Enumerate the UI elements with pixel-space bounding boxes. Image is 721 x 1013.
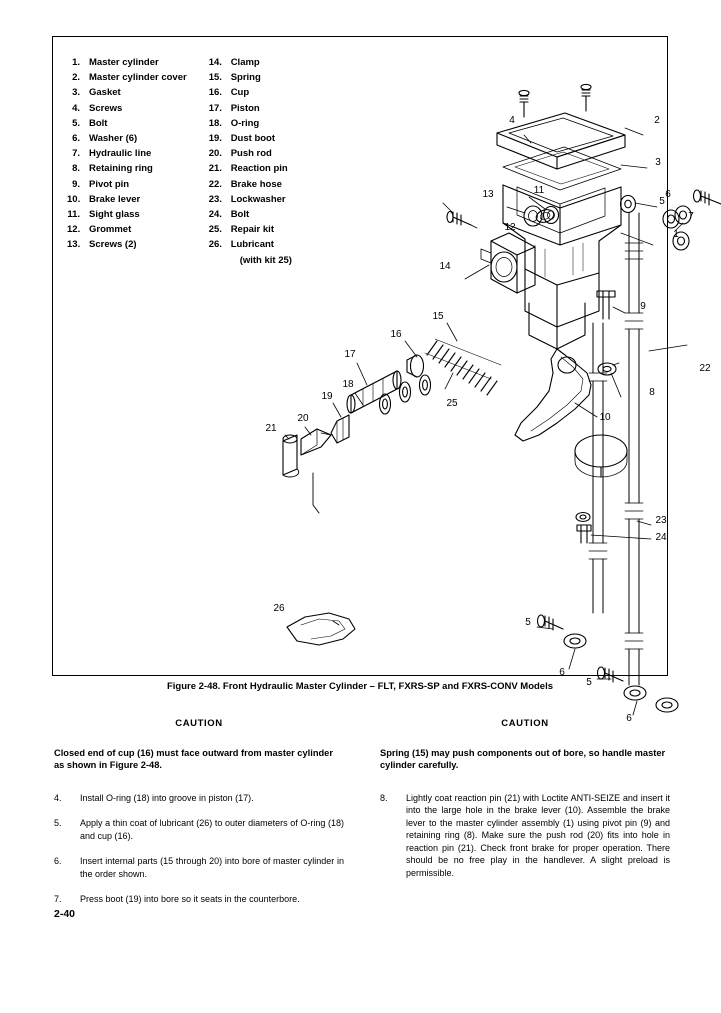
legend-label: Bolt [230, 209, 250, 221]
svg-text:9: 9 [640, 301, 646, 312]
legend-label: Dust boot [230, 133, 276, 145]
svg-text:21: 21 [265, 423, 277, 434]
svg-text:6: 6 [665, 189, 671, 200]
legend-label: Piston [230, 102, 260, 114]
legend-number: 10. [67, 193, 81, 205]
legend-number: 24. [208, 209, 222, 221]
step-text: Press boot (19) into bore so it seats in the counterbore. [80, 894, 300, 904]
svg-text:5: 5 [659, 196, 665, 207]
legend-number: 13. [67, 239, 81, 251]
legend-number: 21. [208, 163, 222, 175]
step-number: 4. [54, 792, 62, 803]
legend-sublabel: (with kit 25) [239, 254, 292, 266]
legend-label: Screws [89, 102, 123, 114]
legend-number: 18. [208, 117, 222, 129]
legend-label: Reaction pin [230, 163, 288, 175]
svg-text:17: 17 [344, 349, 356, 360]
legend-number: 19. [208, 133, 222, 145]
legend-item [67, 55, 187, 70]
legend-number: 5. [72, 117, 80, 129]
legend-number: 17. [208, 102, 222, 114]
svg-text:24: 24 [655, 532, 667, 543]
instruction-step [54, 817, 344, 842]
legend-number: 9. [72, 178, 80, 190]
svg-text:8: 8 [649, 387, 655, 398]
legend-label: Push rod [230, 148, 272, 160]
legend-label: Lubricant [230, 239, 274, 251]
legend-number: 12. [67, 224, 81, 236]
step-text: Lightly coat reaction pin (21) with Loctite ANTI-SEIZE and insert it into the large hole in the brake lever (10). Assemble the brake lever to the master cylinder assembly (1) using pivot pin (9) and retaining ring (8). Make sure the push rod (20) fits into hole in reaction pin (21). Check front brake for proper operation. There should be no free play in the handlever. A slight preload is permissible. [406, 792, 670, 878]
svg-text:3: 3 [655, 157, 661, 168]
svg-text:5: 5 [525, 617, 531, 628]
legend-label: Repair kit [230, 224, 274, 236]
svg-text:22: 22 [699, 363, 711, 374]
legend-label: Washer (6) [89, 133, 138, 145]
instruction-step [54, 855, 344, 880]
legend-number: 2. [72, 72, 80, 84]
svg-text:7: 7 [688, 211, 694, 222]
step-text: Insert internal parts (15 through 20) into bore of master cylinder in the order shown. [80, 856, 344, 879]
svg-text:10: 10 [599, 412, 611, 423]
svg-text:13: 13 [482, 189, 494, 200]
legend-number: 15. [208, 72, 222, 84]
instruction-step [380, 792, 670, 880]
legend-number: 20. [208, 148, 222, 160]
legend-number: 1. [72, 57, 80, 68]
legend-number: 23. [208, 193, 222, 205]
legend-label: Cup [230, 87, 250, 99]
legend-label: Hydraulic line [89, 148, 152, 160]
legend-label: Master cylinder [89, 57, 159, 68]
page-number: 2-40 [54, 908, 76, 920]
legend-label: Clamp [230, 57, 260, 68]
svg-text:23: 23 [655, 515, 667, 526]
legend-label: Brake hose [230, 178, 282, 190]
legend-label: Retaining ring [89, 163, 153, 175]
step-number: 5. [54, 818, 62, 828]
legend-label: Sight glass [89, 209, 140, 221]
figure-caption: Figure 2-48. Front Hydraulic Master Cylinder – FLT, FXRS-SP and FXRS-CONV Models [166, 681, 554, 692]
legend-number: 26. [208, 239, 222, 251]
legend-number: 4. [72, 102, 80, 114]
step-number: 6. [54, 856, 62, 866]
legend-number: 14. [208, 57, 222, 68]
svg-text:1: 1 [673, 229, 679, 240]
left-text-column [54, 718, 344, 919]
right-text-column [380, 718, 670, 892]
legend-number: 25. [208, 224, 222, 236]
legend-label: Bolt [89, 117, 108, 129]
legend-label: Spring [230, 72, 261, 84]
svg-text:12: 12 [504, 222, 516, 233]
svg-text:4: 4 [509, 115, 515, 126]
svg-text:14: 14 [439, 261, 451, 272]
legend-label: Lockwasher [230, 193, 286, 205]
svg-text:18: 18 [342, 379, 354, 390]
legend-number: 3. [72, 87, 80, 99]
svg-text:11: 11 [533, 185, 545, 196]
legend-number: 6. [72, 133, 80, 145]
legend-number: 8. [72, 163, 80, 175]
svg-text:2: 2 [654, 115, 660, 126]
step-number: 8. [380, 792, 388, 803]
svg-text:20: 20 [297, 413, 309, 424]
svg-text:19: 19 [321, 391, 333, 402]
instruction-step [54, 792, 344, 805]
legend-number: 16. [208, 87, 222, 99]
svg-text:25: 25 [446, 398, 458, 409]
legend-label: O-ring [230, 117, 260, 129]
svg-text:5: 5 [586, 677, 592, 688]
step-text: Apply a thin coat of lubricant (26) to outer diameters of O-ring (18) and cup (16). [80, 818, 344, 841]
instruction-step [54, 893, 344, 906]
caution-heading-right: CAUTION [501, 718, 549, 729]
legend-item [209, 55, 292, 70]
svg-text:26: 26 [273, 603, 285, 614]
step-text: Install O-ring (18) into groove in piston (17). [80, 792, 254, 803]
svg-text:16: 16 [390, 329, 402, 340]
legend-label: Brake lever [89, 193, 141, 205]
legend-label: Master cylinder cover [89, 72, 187, 84]
legend-label: Pivot pin [89, 178, 130, 190]
caution-heading-left: CAUTION [175, 718, 223, 729]
svg-text:6: 6 [559, 667, 565, 678]
step-number: 7. [54, 894, 62, 904]
caution-text-left: Closed end of cup (16) must face outward from master cylinder as shown in Figure 2-48. [54, 747, 333, 770]
caution-text-right: Spring (15) may push components out of bore, so handle master cylinder carefully. [380, 747, 666, 770]
legend-label: Screws (2) [89, 239, 137, 251]
legend-label: Grommet [89, 224, 132, 236]
legend-number: 7. [72, 148, 80, 160]
legend-number: 22. [208, 178, 222, 190]
svg-text:6: 6 [626, 713, 632, 724]
legend-label: Gasket [89, 87, 121, 99]
legend-number: 11. [67, 209, 80, 221]
svg-text:15: 15 [432, 311, 444, 322]
